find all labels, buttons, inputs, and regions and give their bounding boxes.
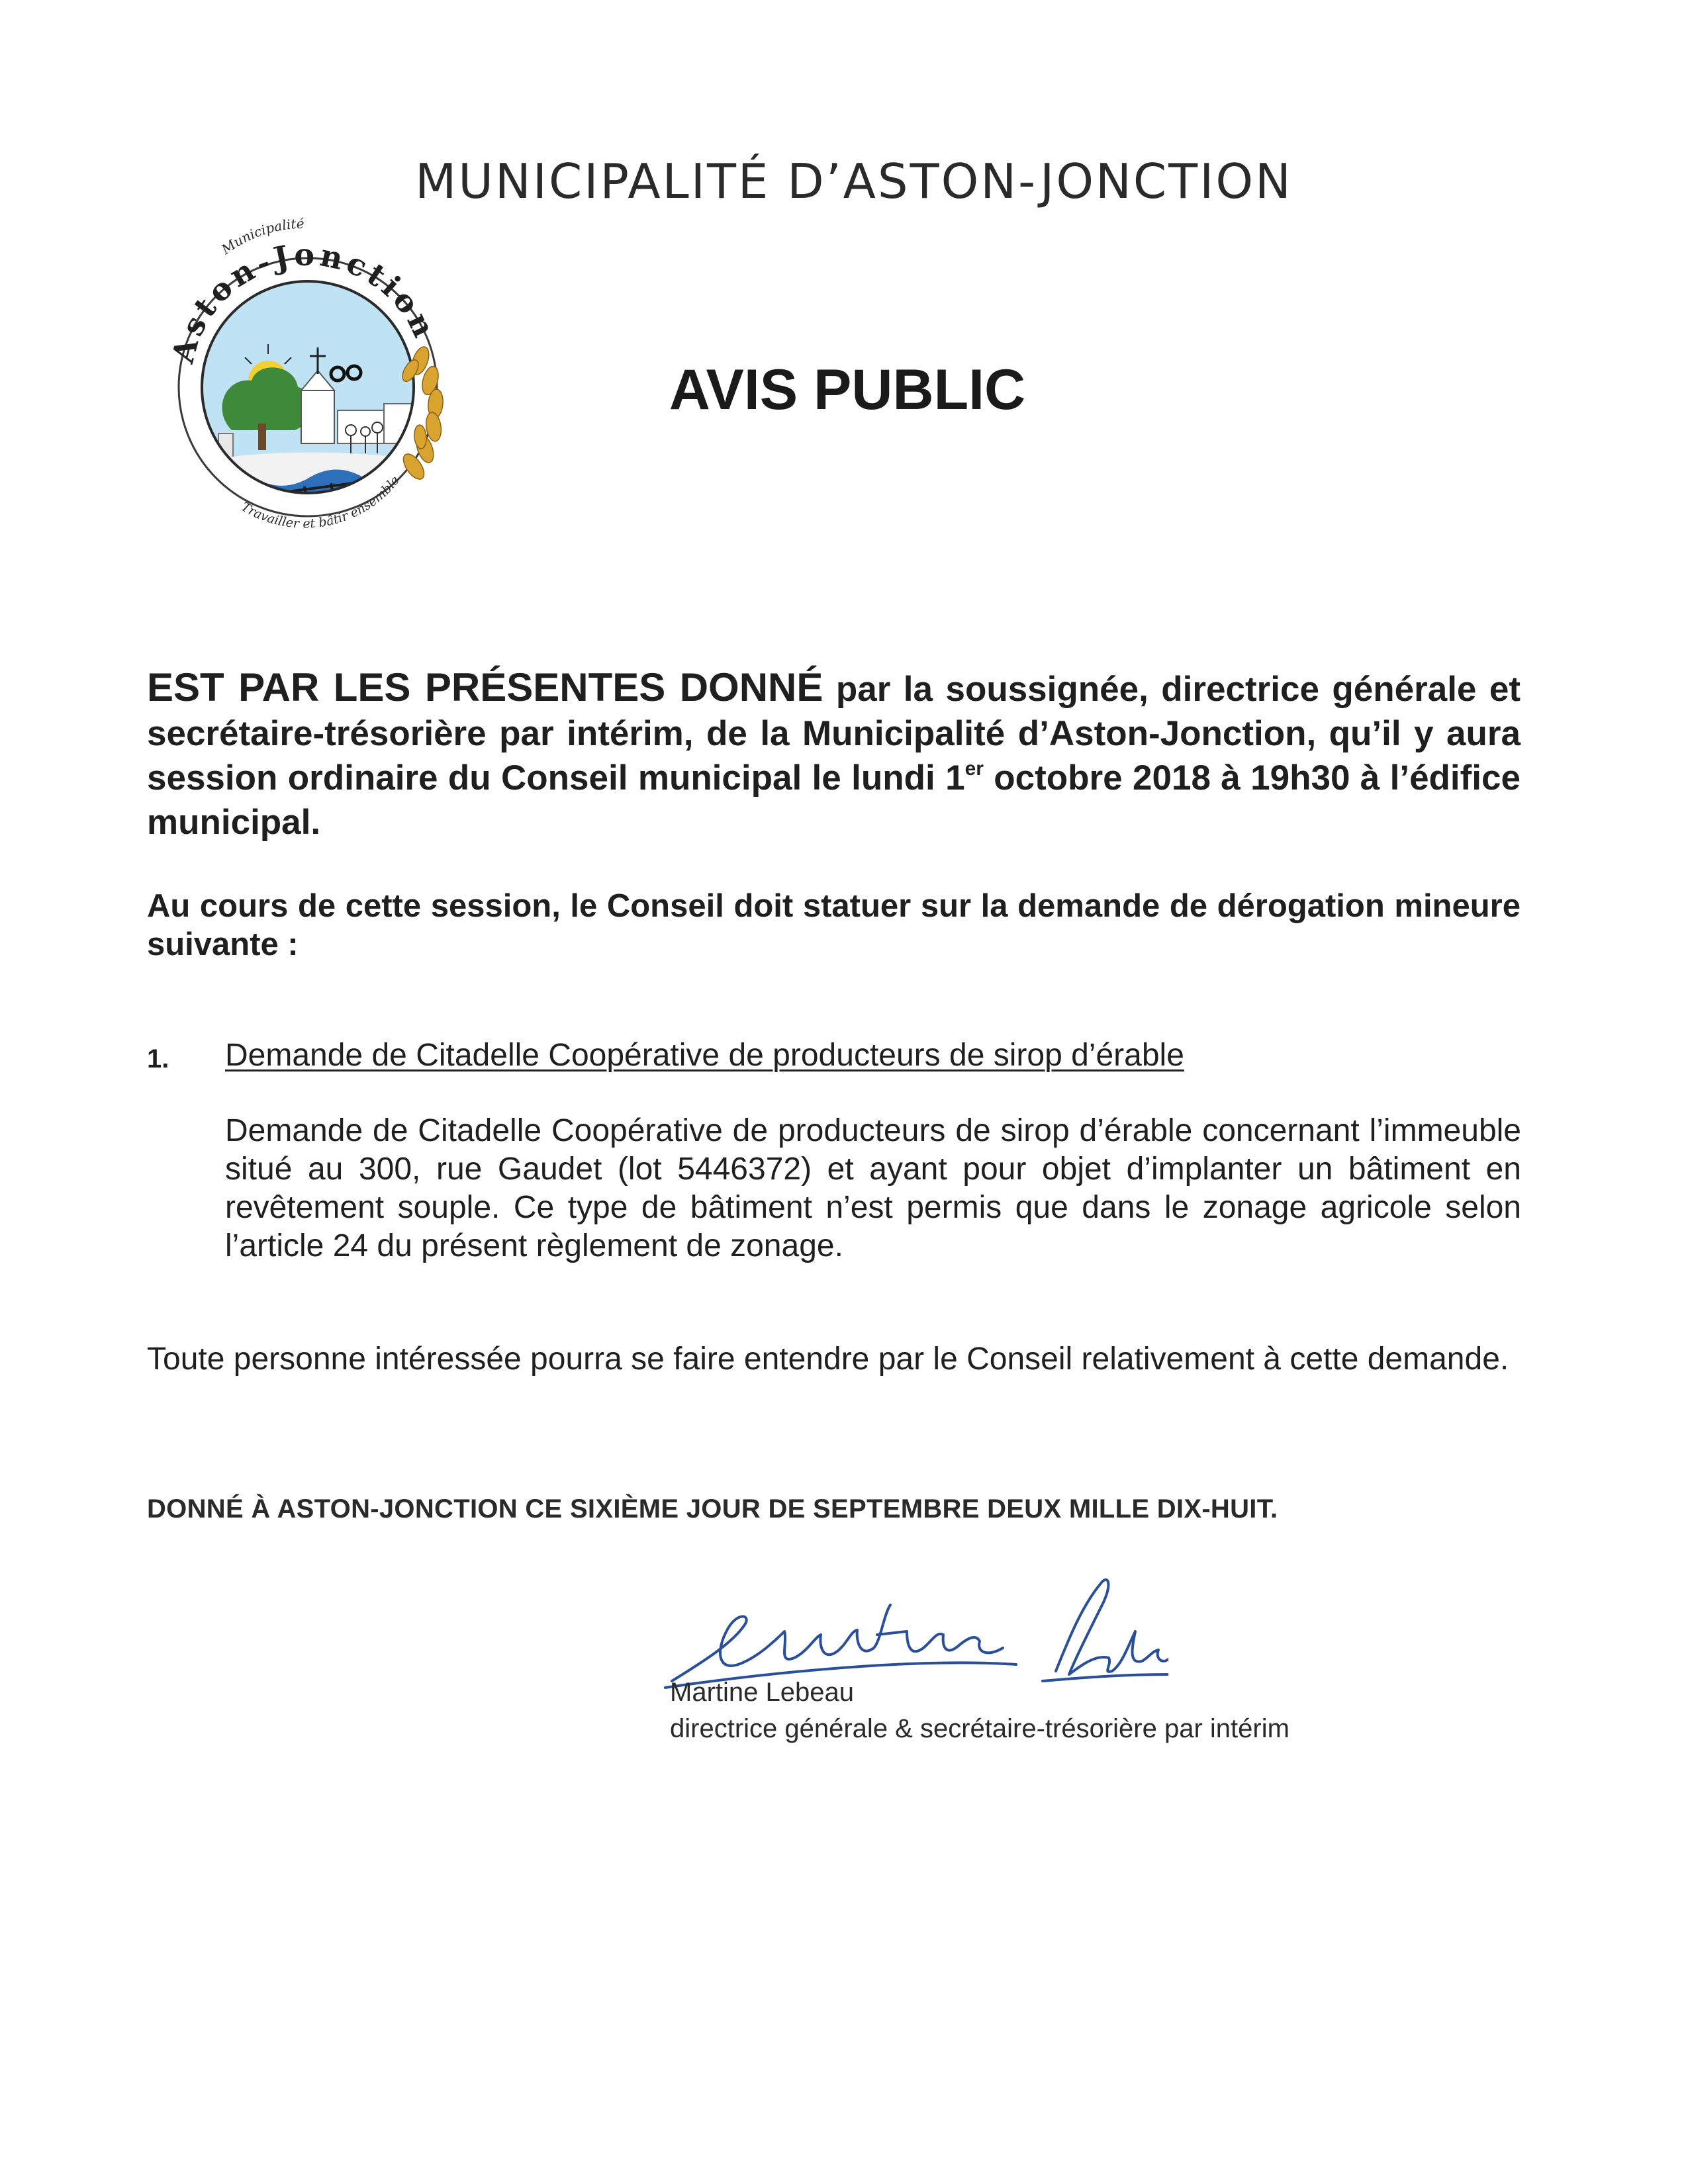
session-statement: Au cours de cette session, le Conseil doit statuer sur la demande de dérogation mineure suivante :	[147, 888, 1521, 962]
logo-motto: Travailler et bâtir ensemble	[238, 473, 402, 531]
logo-church	[301, 390, 334, 443]
item-title: Demande de Citadelle Coopérative de producteurs de sirop d’érable	[225, 1038, 1184, 1073]
given-line: DONNÉ À ASTON-JONCTION CE SIXIÈME JOUR DE SEPTEMBRE DEUX MILLE DIX-HUIT.	[147, 1494, 1278, 1524]
municipal-logo	[152, 212, 463, 556]
notice-title: AVIS PUBLIC	[669, 358, 1026, 422]
item-number: 1.	[147, 1044, 169, 1073]
notice-intro-text: par la soussignée, directrice générale et secrétaire-trésorière par intérim, de la Municipalité d’Aston-Jonction, qu’il y aura session ordinaire du Conseil municipal le lundi 1	[147, 670, 1521, 797]
closing-statement: Toute personne intéressée pourra se faire entendre par le Conseil relativement à cette demande.	[147, 1342, 1509, 1377]
logo-top-text: Municipalité	[218, 215, 305, 258]
notice-intro	[147, 665, 1521, 844]
municipality-title: MUNICIPALITÉ D’ASTON-JONCTION	[415, 154, 1293, 209]
signer-name: Martine Lebeau	[670, 1678, 854, 1707]
item-description: Demande de Citadelle Coopérative de producteurs de sirop d’érable concernant l’immeuble situé au 300, rue Gaudet (lot 5446372) et ayant pour objet d’implanter un bâtiment en revêtement souple. Ce type de bâtiment n’est permis que dans le zonage agricole selon l’article 24 du présent règlement de zonage.	[225, 1113, 1521, 1263]
logo-name: Aston-Jonction	[164, 236, 444, 367]
signature-text: Martine Lebeau	[649, 1704, 655, 1705]
notice-intro-sup: er	[964, 758, 984, 780]
notice-intro-lead: EST PAR LES PRÉSENTES DONNÉ	[147, 665, 823, 709]
notice-intro-text-end: octobre 2018 à 19h30 à l’édifice municipal.	[147, 758, 1521, 842]
signer-role: directrice générale & secrétaire-trésorière par intérim	[670, 1714, 1289, 1743]
